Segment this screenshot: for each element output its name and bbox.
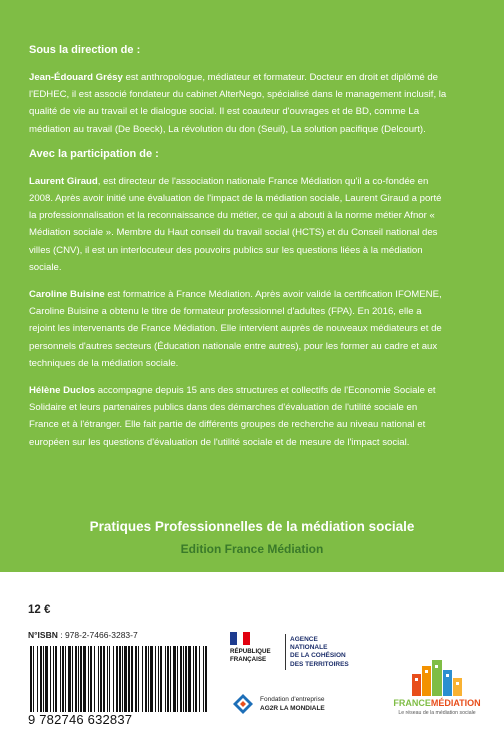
anct-text: AGENCE NATIONALE DE LA COHÉSION DES TERRITOIRES [290,636,349,668]
contributor-bio-text: est formatrice à France Médiation. Après avoir validé la certification IFOMENE, Caroline Buisine a obtenu le titre de formateur professionnel d'adultes (FPA). En 2016, elle a rejoint les intervenants de France Médiation. Elle intervient auprès de nouveaux médiateurs et de personnels d'autres secteurs (Éducation nationale entre autres), pour les former au cadre et aux techniques de la médiation sociale. [29,289,442,369]
france-mediation-name: FRANCEMÉDIATION [393,698,481,708]
contributor-name: Hélène Duclos [29,385,96,397]
contributor-bio-text: , est directeur de l'association nationale France Médiation qu'il a co-fondée en 2008. Après avoir initié une évaluation de l'impact de la médiation sociale, Laurent Giraud a porté la professionnalisation et la reconnaissance du métier, ce qui a abouti à la norme métier Afnor « Médiation sociale ». Membre du Haut conseil du travail social (HCTS) et du Conseil national des villes (CNV), il est un interlocuteur des pouvoirs publics sur les questions liées à la médiation sociale. [29,175,442,273]
contributor-bio [29,173,449,276]
france-mediation-logo [382,660,492,720]
barcode-digits: 9 782746 632837 [28,712,133,727]
book-title: Pratiques Professionnelles de la médiation sociale [89,519,415,534]
logo-divider [285,634,286,670]
direction-heading: Sous la direction de : [29,44,141,56]
participation-heading: Avec la participation de : [29,147,159,160]
marianne-flag-icon [230,632,250,645]
book-edition: Edition France Médiation [180,542,324,556]
price: 12 € [28,604,51,616]
contributor-bio-text: accompagne depuis 15 ans des structures et collectifs de l'Economie Sociale et Solidaire et leurs partenaires publics dans des démarches d'évaluation de l'utilité sociale en France et à l'étranger. Elle fait partie de différents groupes de recherche au niveau national et européen sur les questions d'évaluation de l'utilité sociale et de mesure de l'impact social. [29,385,436,448]
france-mediation-logo-icon [382,660,492,698]
isbn-line [28,630,138,640]
director-bio-text: est anthropologue, médiateur et formateur. Docteur en droit et diplômé de l'EDHEC, il est associé fondateur du cabinet AlterNego, spécialisé dans le management inclusif, la qualité de vie au travail et le dialogue social. Il est coauteur d'ouvrages et de BD, comme La médiation au travail (De Boeck), La révolution du don (Seuil), La solution pacifique (Delcourt). [29,72,447,135]
contributors-text [29,44,449,461]
republique-francaise-text: RÉPUBLIQUE FRANÇAISE [230,648,271,663]
contributor-name: Laurent Giraud [29,175,98,187]
ag2r-foundation-logo [232,693,392,717]
contributor-bio [29,286,449,372]
isbn-label: N°ISBN [28,630,58,640]
axa-logo-icon [232,693,254,715]
contributor-name: Caroline Buisine [29,289,105,301]
anct-logo [230,632,390,678]
contributor-bio [29,382,449,451]
france-mediation-tagline: Le réseau de la médiation sociale [398,710,476,716]
isbn-value: : 978-2-7466-3283-7 [57,630,138,640]
ag2r-text: Fondation d'entreprise AG2R LA MONDIALE [260,696,325,712]
barcode [28,646,208,712]
director-name: Jean-Édouard Grésy [29,72,123,83]
director-bio [29,69,449,138]
